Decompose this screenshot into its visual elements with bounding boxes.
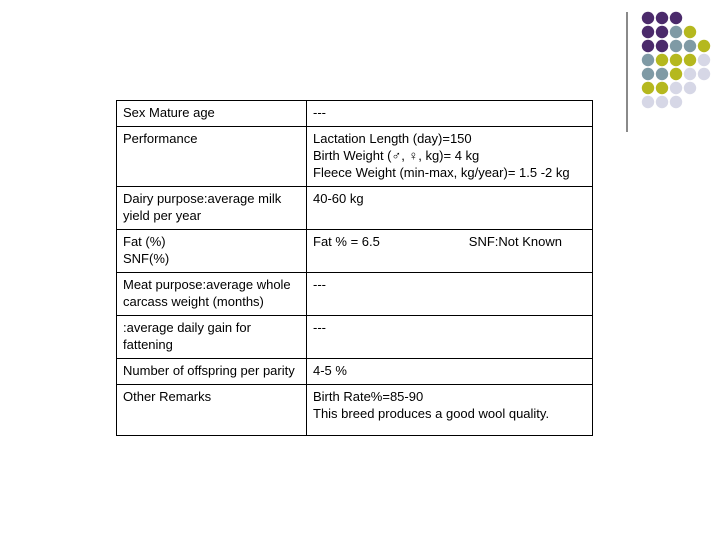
decorative-dot xyxy=(684,68,696,80)
decorative-dot xyxy=(642,82,654,94)
table-row xyxy=(117,230,593,273)
row-value: 40-60 kg xyxy=(307,187,593,230)
decorative-dot xyxy=(670,54,682,66)
row-label: Number of offspring per parity xyxy=(117,359,307,385)
decorative-dot xyxy=(670,40,682,52)
row-value: 4-5 % xyxy=(307,359,593,385)
decorative-dot xyxy=(642,68,654,80)
decorative-dot xyxy=(642,12,654,24)
decorative-dot xyxy=(656,26,668,38)
decorative-dot xyxy=(670,26,682,38)
row-value: --- xyxy=(307,101,593,127)
table-row xyxy=(117,359,593,385)
decorative-dot xyxy=(642,40,654,52)
row-label: Fat (%) SNF(%) xyxy=(117,230,307,273)
decorative-dot xyxy=(656,12,668,24)
row-label: :average daily gain for fattening xyxy=(117,316,307,359)
decorative-dot xyxy=(698,68,710,80)
row-value: --- xyxy=(307,273,593,316)
table-row xyxy=(117,385,593,436)
decorative-vertical-line xyxy=(626,12,628,132)
decorative-dot xyxy=(656,54,668,66)
row-value: Birth Rate%=85-90 This breed produces a good wool quality. xyxy=(307,385,593,436)
decorative-dot xyxy=(698,40,710,52)
decorative-dot xyxy=(656,68,668,80)
row-label: Sex Mature age xyxy=(117,101,307,127)
table-row xyxy=(117,273,593,316)
row-value: Lactation Length (day)=150 Birth Weight (♂, ♀, kg)= 4 kg Fleece Weight (min-max, kg/year)= 1.5 -2 kg xyxy=(307,127,593,187)
table-row xyxy=(117,127,593,187)
decorative-dot xyxy=(684,40,696,52)
table-row xyxy=(117,316,593,359)
breed-info-table xyxy=(116,100,593,436)
decorative-dot xyxy=(670,82,682,94)
decorative-dot xyxy=(684,82,696,94)
decorative-dot xyxy=(698,54,710,66)
snf-value: SNF:Not Known xyxy=(468,234,562,249)
table-row xyxy=(117,187,593,230)
decorative-dot xyxy=(656,82,668,94)
row-value: --- xyxy=(307,316,593,359)
decorative-dot xyxy=(656,96,668,108)
row-label: Meat purpose:average whole carcass weight (months) xyxy=(117,273,307,316)
decorative-dot xyxy=(684,26,696,38)
table-row xyxy=(117,101,593,127)
decorative-dot xyxy=(642,26,654,38)
row-value xyxy=(307,230,593,273)
decorative-dot xyxy=(670,96,682,108)
decorative-dot xyxy=(670,12,682,24)
decorative-dot-grid xyxy=(640,10,720,120)
decorative-dot xyxy=(642,54,654,66)
decorative-dot xyxy=(642,96,654,108)
row-label: Performance xyxy=(117,127,307,187)
fat-value: Fat % = 6.5 xyxy=(313,234,380,249)
row-label: Dairy purpose:average milk yield per year xyxy=(117,187,307,230)
decorative-dot xyxy=(684,54,696,66)
decorative-dot xyxy=(670,68,682,80)
decorative-dot xyxy=(656,40,668,52)
row-label: Other Remarks xyxy=(117,385,307,436)
